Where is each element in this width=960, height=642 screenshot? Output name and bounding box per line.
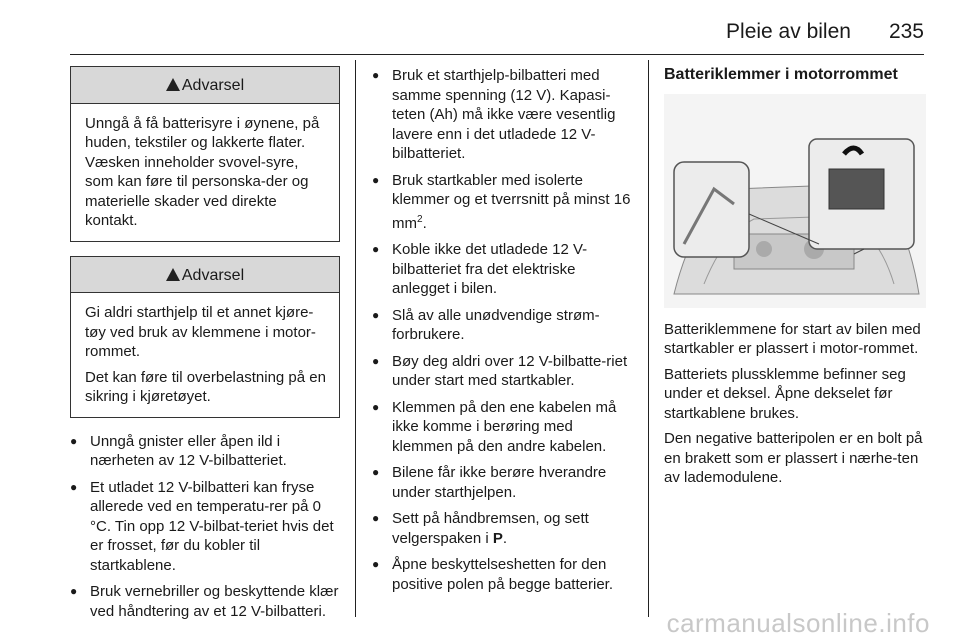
warning-text: Unngå å få batterisyre i øynene, på huden, tekstiler og lakkerte flater. Væsken inneholder svovel-syre, som kan føre til personska-der og materielle skader ved direkte kontakt. bbox=[85, 114, 320, 229]
column-divider bbox=[648, 60, 649, 617]
body-paragraph: Batteriets plussklemme befinner seg under et deksel. Åpne dekselet før startkablene brukes. bbox=[664, 365, 906, 422]
page-title: Pleie av bilen bbox=[726, 20, 851, 43]
warning-header bbox=[71, 257, 339, 294]
column-3 bbox=[664, 60, 926, 494]
body-paragraph: Batteriklemmene for start av bilen med startkabler er plassert i motor-rommet. bbox=[664, 320, 921, 357]
bullet-list bbox=[70, 432, 340, 622]
watermark: carmanualsonline.info bbox=[666, 608, 930, 638]
list-item: ● Bruk startkabler med isolerte klemmer og et tverrsnitt på minst 16 $mm^2$. bbox=[372, 171, 634, 234]
warning-triangle-icon bbox=[166, 78, 180, 91]
list-item: ● Et utladet 12 V-bilbatteri kan fryse allerede ved en temperatu-rer på 0 °C. Tin opp 12 V-bilbat-teriet hvis det er frosset, før du kobler til startkablene. bbox=[70, 478, 340, 576]
bullet-list bbox=[372, 66, 634, 594]
warning-text: Det kan føre til overbelastning på en sikring i kjøretøyet. bbox=[85, 368, 326, 405]
list-item: ● Koble ikke det utladede 12 V-bilbatteriet fra det elektriske anlegget i bilen. bbox=[372, 240, 634, 299]
list-item: ● Slå av alle unødvendige strøm-forbrukere. bbox=[372, 306, 634, 345]
engine-bay-drawing bbox=[664, 94, 926, 308]
section-heading: Batteriklemmer i motorrommet bbox=[664, 66, 898, 83]
warning-title: Advarsel bbox=[181, 77, 245, 94]
list-item: ● Klemmen på den ene kabelen må ikke komme i berøring med klemmen på den andre kabelen. bbox=[372, 398, 634, 457]
list-item: ● Unngå gnister eller åpen ild i nærheten av 12 V-bilbatteriet. bbox=[70, 432, 340, 471]
header-rule bbox=[70, 54, 924, 55]
engine-bay-illustration bbox=[664, 94, 926, 308]
list-item: ● Bruk et starthjelp-bilbatteri med samme spenning (12 V). Kapasi-teten (Ah) må ikke være vesentlig lavere enn i det utladede 12 V-bilbatteriet. bbox=[372, 66, 634, 164]
list-item: ● Bruk vernebriller og beskyttende klær ved håndtering av et 12 V-bilbatteri. bbox=[70, 582, 340, 621]
warning-box bbox=[70, 66, 340, 242]
warning-text: Gi aldri starthjelp til et annet kjøre-tøy ved bruk av klemmene i motor-rommet. bbox=[85, 304, 316, 360]
warning-title: Advarsel bbox=[181, 266, 245, 284]
list-item: ● Bilene får ikke berøre hverandre under starthjelpen. bbox=[372, 463, 634, 502]
list-item: ● Sett på håndbremsen, og sett velgerspaken i P. bbox=[372, 509, 634, 548]
page-header bbox=[726, 20, 924, 44]
body-paragraph: Den negative batteripolen er en bolt på en brakett som er plassert i nærhe-ten av lademodulene. bbox=[664, 430, 923, 486]
column-divider bbox=[355, 60, 356, 617]
page-number: 235 bbox=[888, 20, 924, 43]
column-1 bbox=[70, 60, 340, 628]
list-item: ● Bøy deg aldri over 12 V-bilbatte-riet under start med startkabler. bbox=[372, 352, 634, 391]
list-item: ● Åpne beskyttelseshetten for den positive polen på begge batterier. bbox=[372, 555, 634, 594]
column-2 bbox=[372, 60, 634, 601]
warning-triangle-icon bbox=[166, 268, 180, 281]
warning-box bbox=[70, 256, 340, 418]
warning-header bbox=[71, 67, 339, 104]
